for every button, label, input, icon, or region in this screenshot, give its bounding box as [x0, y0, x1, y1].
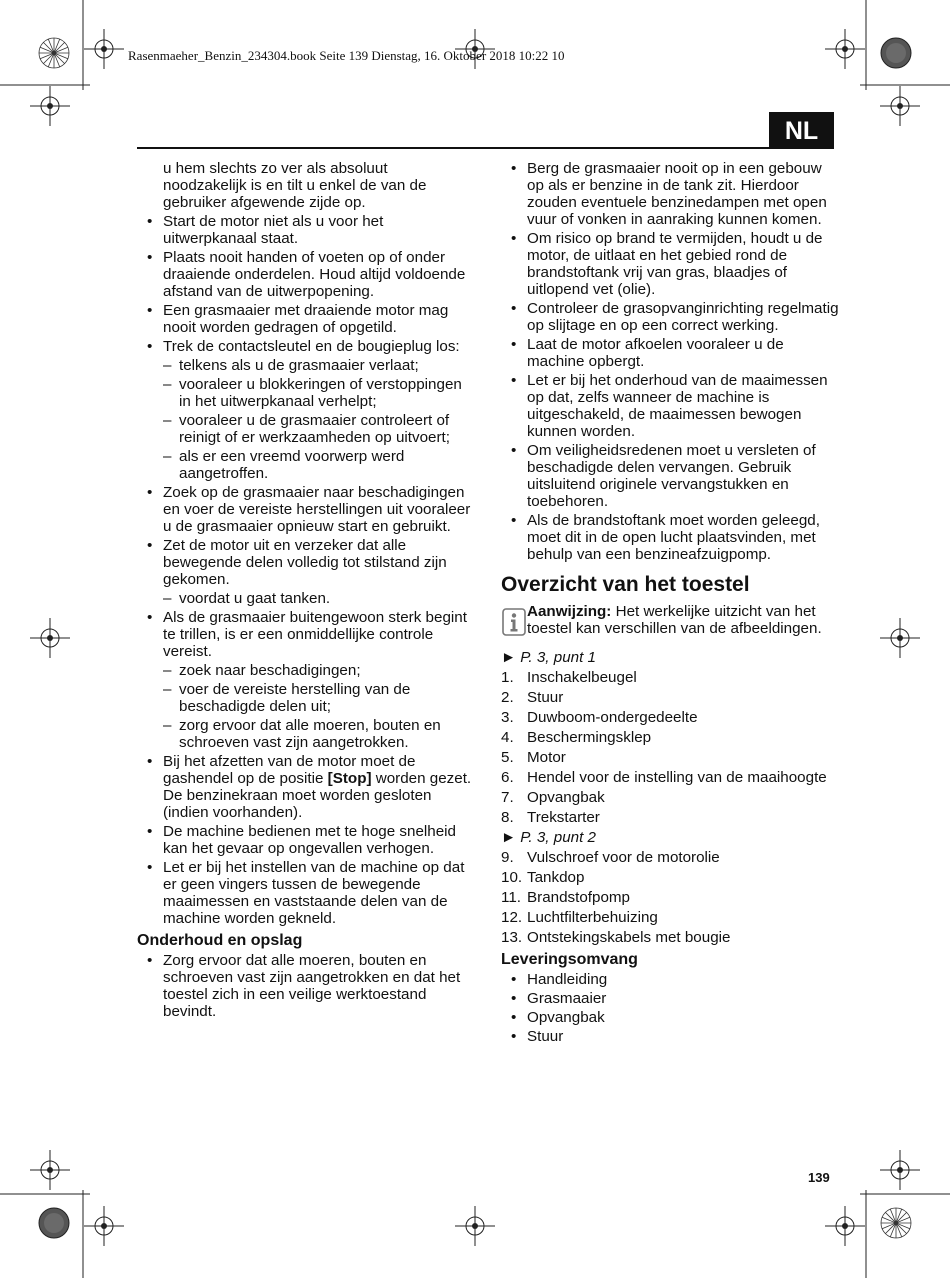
- list-item: [501, 929, 839, 946]
- bullet-text: worden gezet. De benzinekraan moet worden gesloten (indien voorhanden).: [163, 770, 472, 821]
- list-item: [501, 849, 839, 866]
- item-text: Inschakelbeugel: [527, 669, 637, 686]
- list-item: [501, 789, 839, 806]
- bullet-item: • Zorg ervoor dat alle moeren, bouten en schroeven vast zijn aangetrokken en dat het toestel zich in een veilige werktoestand bevindt.: [137, 952, 475, 1020]
- bullet-item: • Als de brandstoftank moet worden geleegd, moet dit in de open lucht plaatsvinden, met behulp van een benzineafzuigpomp.: [501, 512, 839, 563]
- note-text: [527, 603, 839, 637]
- item-number: 9.: [501, 849, 514, 866]
- continued-paragraph: u hem slechts zo ver als absoluut noodzakelijk is en tilt u enkel de van de gebruiker afgewende zijde op.: [163, 160, 427, 211]
- item-text: Ontstekingskabels met bougie: [527, 929, 731, 946]
- item-number: 13.: [501, 929, 523, 946]
- right-column: [501, 160, 839, 1047]
- item-number: 5.: [501, 749, 514, 766]
- bullet-item: • Berg de grasmaaier nooit op in een gebouw op als er benzine in de tank zit. Hierdoor zouden eventuele benzinedampen met open vuur of vonken in aanraking kunnen komen.: [501, 160, 839, 228]
- item-number: 2.: [501, 689, 514, 706]
- item-text: Hendel voor de instelling van de maaihoogte: [527, 769, 827, 786]
- list-item: [501, 709, 839, 726]
- item-number: 10.: [501, 869, 523, 886]
- bullet-item: • Stuur: [501, 1028, 839, 1045]
- bullet-item: • Controleer de grasopvanginrichting regelmatig op slijtage en op een correct werking.: [501, 300, 839, 334]
- item-text: Duwboom-ondergedeelte: [527, 709, 698, 726]
- dash-item: – voer de vereiste herstelling van de beschadigde delen uit;: [137, 681, 475, 715]
- bullet-item: • De machine bedienen met te hoge snelheid kan het gevaar op ongevallen verhogen.: [137, 823, 475, 857]
- note-body: Het werkelijke uitzicht van het toestel kan verschillen van de afbeeldingen.: [527, 603, 822, 637]
- language-tab: NL: [769, 112, 834, 149]
- item-number: 8.: [501, 809, 514, 826]
- left-column: [137, 160, 475, 1022]
- list-item: [501, 729, 839, 746]
- bullet-item: • Let er bij het instellen van de machine op dat er geen vingers tussen de bewegende maaimessen en vaststaande delen van de machine worden gekneld.: [137, 859, 475, 927]
- bullet-item: • Als de grasmaaier buitengewoon sterk begint te trillen, is er een onmiddellijke controle vereist.: [137, 609, 475, 660]
- header-rule: [137, 147, 834, 149]
- dash-item: – voordat u gaat tanken.: [137, 590, 475, 607]
- list-item: [501, 769, 839, 786]
- bullet-item: • Start de motor niet als u voor het uitwerpkanaal staat.: [137, 213, 475, 247]
- list-item: [501, 689, 839, 706]
- book-header-line: Rasenmaeher_Benzin_234304.book Seite 139 Dienstag, 16. Oktober 2018 10:22 10: [128, 48, 565, 63]
- bullet-item: • Handleiding: [501, 971, 839, 988]
- dash-item: – als er een vreemd voorwerp werd aangetroffen.: [137, 448, 475, 482]
- list-item: [501, 809, 839, 826]
- bullet-item: • Let er bij het onderhoud van de maaimessen op dat, zelfs wanneer de machine is uitgeschakeld, de maaimessen bewogen kunnen worden.: [501, 372, 839, 440]
- page-number: 139: [808, 1170, 830, 1185]
- bullet-item: • Zoek op de grasmaaier naar beschadigingen en voer de vereiste herstellingen uit vooraleer u de grasmaaier opnieuw start en gebruikt.: [137, 484, 475, 535]
- section-heading-maintenance: Onderhoud en opslag: [137, 932, 303, 949]
- item-number: 4.: [501, 729, 514, 746]
- item-text: Trekstarter: [527, 809, 600, 826]
- item-text: Stuur: [527, 689, 564, 706]
- bullet-item: • Plaats nooit handen of voeten op of onder draaiende onderdelen. Houd altijd voldoende afstand van de uitwerpopening.: [137, 249, 475, 300]
- bullet-item: • Trek de contactsleutel en de bougieplug los:: [137, 338, 475, 355]
- stop-position-label: [Stop]: [327, 770, 372, 787]
- info-icon: [501, 607, 527, 637]
- item-number: 11.: [501, 889, 521, 906]
- item-number: 12.: [501, 909, 523, 926]
- list-item: [501, 869, 839, 886]
- bullet-item: • Zet de motor uit en verzeker dat alle bewegende delen volledig tot stilstand zijn gekomen.: [137, 537, 475, 588]
- note-box: [501, 603, 839, 637]
- item-text: Brandstofpomp: [527, 889, 630, 906]
- bullet-item: • Grasmaaier: [501, 990, 839, 1007]
- item-number: 6.: [501, 769, 514, 786]
- item-text: Tankdop: [527, 869, 585, 886]
- item-number: 3.: [501, 709, 514, 726]
- item-text: Opvangbak: [527, 789, 605, 806]
- item-number: 7.: [501, 789, 514, 806]
- dash-item: – vooraleer u blokkeringen of verstoppingen in het uitwerpkanaal verhelpt;: [137, 376, 475, 410]
- dash-item: – telkens als u de grasmaaier verlaat;: [137, 357, 475, 374]
- figure-reference: ► P. 3, punt 1: [501, 649, 596, 666]
- bullet-item: • Laat de motor afkoelen vooraleer u de machine opbergt.: [501, 336, 839, 370]
- figure-reference: ► P. 3, punt 2: [501, 829, 596, 846]
- list-item: [501, 909, 839, 926]
- dash-item: – zorg ervoor dat alle moeren, bouten en schroeven vast zijn aangetrokken.: [137, 717, 475, 751]
- dash-item: – zoek naar beschadigingen;: [137, 662, 475, 679]
- item-number: 1.: [501, 669, 514, 686]
- dash-item: – vooraleer u de grasmaaier controleert of reinigt of er werkzaamheden op uitvoert;: [137, 412, 475, 446]
- list-item: [501, 889, 839, 906]
- list-item: [501, 669, 839, 686]
- item-text: Beschermingsklep: [527, 729, 652, 746]
- bullet-item: • Een grasmaaier met draaiende motor mag nooit worden gedragen of opgetild.: [137, 302, 475, 336]
- item-text: Motor: [527, 749, 566, 766]
- bullet-item: [137, 753, 475, 821]
- list-item: [501, 749, 839, 766]
- bullet-text: Bij het afzetten van de motor moet de gashendel op de positie: [163, 753, 416, 787]
- bullet-item: • Om risico op brand te vermijden, houdt u de motor, de uitlaat en het gebied rond de brandstoftank vrij van gras, blaadjes of uitlopend vet (olie).: [501, 230, 839, 298]
- section-heading-scope-of-delivery: Leveringsomvang: [501, 951, 638, 968]
- note-label: Aanwijzing:: [527, 603, 612, 620]
- bullet-item: • Om veiligheidsredenen moet u versleten of beschadigde delen vervangen. Gebruik uitsluitend originele vervangstukken en toebehoren.: [501, 442, 839, 510]
- bullet-item: • Opvangbak: [501, 1009, 839, 1026]
- item-text: Vulschroef voor de motorolie: [527, 849, 720, 866]
- item-text: Luchtfilterbehuizing: [527, 909, 658, 926]
- section-heading-overview: Overzicht van het toestel: [501, 573, 750, 596]
